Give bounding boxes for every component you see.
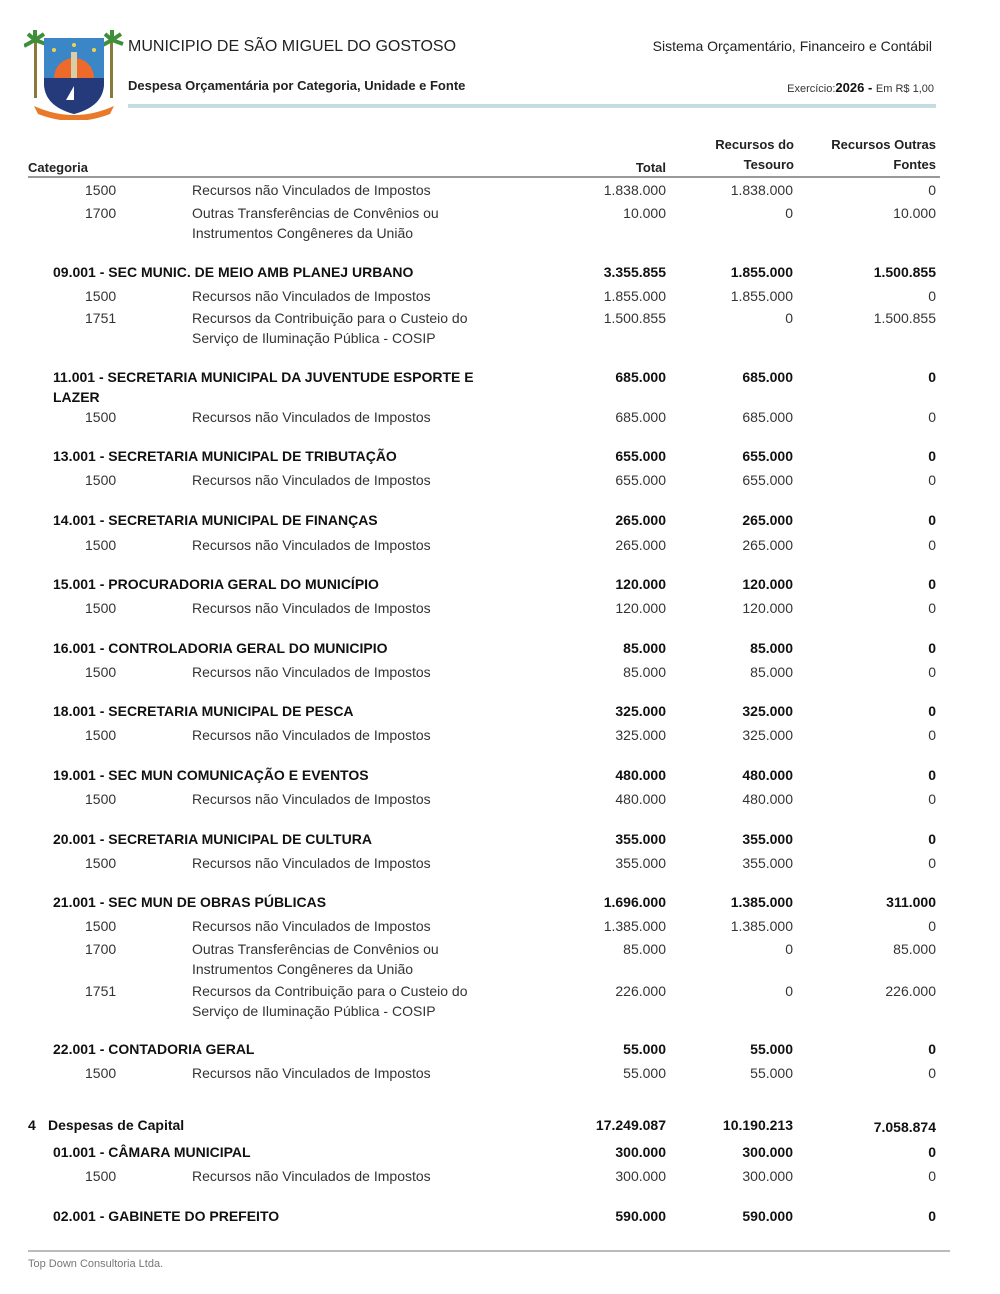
value-total: 120.000 [615, 576, 666, 592]
value-outras: 0 [928, 727, 936, 743]
unit-label: 22.001 - CONTADORIA GERAL [53, 1041, 255, 1057]
value-tesouro: 265.000 [742, 537, 793, 553]
header-line: Recursos do [715, 137, 794, 152]
header-divider [128, 104, 936, 108]
value-tesouro: 120.000 [742, 600, 793, 616]
source-code: 1500 [85, 409, 117, 425]
source-description: Recursos não Vinculados de Impostos [192, 1065, 431, 1081]
source-description: Outras Transferências de Convênios ou Instrumentos Congêneres da União [192, 941, 439, 977]
value-outras: 0 [928, 409, 936, 425]
value-outras: 226.000 [885, 983, 936, 999]
value-total: 355.000 [615, 855, 666, 871]
value-outras: 0 [928, 918, 936, 934]
source-code: 1751 [85, 983, 117, 999]
value-outras: 0 [928, 831, 936, 847]
source-description: Recursos da Contribuição para o Custeio do Serviço de Iluminação Pública - COSIP [192, 310, 468, 346]
value-tesouro: 85.000 [750, 664, 793, 680]
value-outras: 0 [928, 1208, 936, 1224]
value-total: 55.000 [623, 1041, 666, 1057]
value-outras: 0 [928, 512, 936, 528]
value-total: 120.000 [615, 600, 666, 616]
source-code: 1500 [85, 1168, 117, 1184]
value-total: 1.838.000 [603, 182, 666, 198]
value-total: 1.696.000 [603, 894, 666, 910]
header-line: Tesouro [743, 157, 794, 172]
value-tesouro: 85.000 [750, 640, 793, 656]
currency-unit: Em R$ 1,00 [875, 83, 934, 95]
value-tesouro: 10.190.213 [722, 1117, 793, 1133]
source-code: 1500 [85, 727, 117, 743]
value-outras: 0 [928, 791, 936, 807]
source-description: Recursos não Vinculados de Impostos [192, 182, 431, 198]
value-outras: 0 [928, 537, 936, 553]
value-tesouro: 0 [785, 983, 793, 999]
value-total: 655.000 [615, 472, 666, 488]
value-total: 685.000 [615, 369, 666, 385]
value-outras: 0 [928, 448, 936, 464]
value-outras: 85.000 [893, 941, 936, 957]
unit-label: 21.001 - SEC MUN DE OBRAS PÚBLICAS [53, 894, 327, 910]
unit-label: 14.001 - SECRETARIA MUNICIPAL DE FINANÇAS [53, 512, 378, 528]
column-header-recursos-tesouro [680, 135, 794, 175]
value-tesouro: 685.000 [742, 409, 793, 425]
source-description: Outras Transferências de Convênios ou Instrumentos Congêneres da União [192, 205, 439, 241]
exercise-year: 2026 [835, 80, 865, 95]
value-outras: 7.058.874 [873, 1119, 936, 1135]
exercise-label: Exercício: [787, 83, 836, 95]
table-header-divider [28, 176, 940, 178]
value-tesouro: 1.855.000 [730, 288, 793, 304]
source-code: 1500 [85, 791, 117, 807]
value-tesouro: 325.000 [742, 703, 793, 719]
value-tesouro: 325.000 [742, 727, 793, 743]
value-total: 1.855.000 [603, 288, 666, 304]
municipal-crest-icon [24, 28, 124, 120]
value-tesouro: 1.855.000 [730, 264, 793, 280]
source-description: Recursos não Vinculados de Impostos [192, 537, 431, 553]
value-tesouro: 480.000 [742, 791, 793, 807]
system-name: Sistema Orçamentário, Financeiro e Contábil [652, 38, 932, 54]
value-outras: 0 [928, 1168, 936, 1184]
value-outras: 0 [928, 767, 936, 783]
source-code: 1751 [85, 310, 117, 326]
value-total: 85.000 [623, 640, 666, 656]
footer-divider [28, 1250, 950, 1252]
value-tesouro: 0 [785, 310, 793, 326]
value-tesouro: 355.000 [742, 831, 793, 847]
source-code: 1500 [85, 918, 117, 934]
source-code: 1500 [85, 664, 117, 680]
value-total: 480.000 [615, 767, 666, 783]
unit-label: 02.001 - GABINETE DO PREFEITO [53, 1208, 280, 1224]
value-total: 265.000 [615, 512, 666, 528]
column-header-categoria: Categoria [28, 160, 88, 175]
unit-label: 20.001 - SECRETARIA MUNICIPAL DE CULTURA [53, 831, 372, 847]
value-outras: 0 [928, 576, 936, 592]
source-description: Recursos não Vinculados de Impostos [192, 791, 431, 807]
category-number: 4 [28, 1117, 36, 1133]
source-code: 1500 [85, 472, 117, 488]
value-total: 655.000 [615, 448, 666, 464]
unit-label: 13.001 - SECRETARIA MUNICIPAL DE TRIBUTAÇÃO [53, 448, 397, 464]
value-outras: 0 [928, 1041, 936, 1057]
value-tesouro: 590.000 [742, 1208, 793, 1224]
value-tesouro: 265.000 [742, 512, 793, 528]
value-total: 3.355.855 [603, 264, 666, 280]
value-outras: 0 [928, 472, 936, 488]
value-outras: 10.000 [893, 205, 936, 221]
source-description: Recursos não Vinculados de Impostos [192, 855, 431, 871]
value-tesouro: 300.000 [742, 1144, 793, 1160]
value-tesouro: 1.385.000 [730, 918, 793, 934]
value-total: 355.000 [615, 831, 666, 847]
value-total: 1.500.855 [603, 310, 666, 326]
value-outras: 1.500.855 [873, 264, 936, 280]
value-total: 265.000 [615, 537, 666, 553]
value-tesouro: 655.000 [742, 448, 793, 464]
value-tesouro: 355.000 [742, 855, 793, 871]
source-code: 1500 [85, 1065, 117, 1081]
footer-company: Top Down Consultoria Ltda. [28, 1258, 164, 1270]
source-description: Recursos não Vinculados de Impostos [192, 409, 431, 425]
source-description: Recursos não Vinculados de Impostos [192, 918, 431, 934]
municipality-name: MUNICIPIO DE SÃO MIGUEL DO GOSTOSO [128, 38, 457, 55]
value-outras: 0 [928, 600, 936, 616]
source-code: 1500 [85, 288, 117, 304]
value-outras: 0 [928, 369, 936, 385]
currency-separator: - [864, 80, 876, 95]
source-code: 1700 [85, 205, 117, 221]
value-total: 85.000 [623, 941, 666, 957]
value-tesouro: 55.000 [750, 1065, 793, 1081]
value-total: 480.000 [615, 791, 666, 807]
source-code: 1500 [85, 537, 117, 553]
source-description: Recursos não Vinculados de Impostos [192, 472, 431, 488]
unit-label: 15.001 - PROCURADORIA GERAL DO MUNICÍPIO [53, 576, 379, 592]
value-tesouro: 300.000 [742, 1168, 793, 1184]
value-total: 300.000 [615, 1168, 666, 1184]
value-total: 325.000 [615, 703, 666, 719]
value-total: 17.249.087 [595, 1117, 666, 1133]
value-tesouro: 685.000 [742, 369, 793, 385]
value-outras: 0 [928, 703, 936, 719]
value-tesouro: 480.000 [742, 767, 793, 783]
value-total: 226.000 [615, 983, 666, 999]
value-outras: 0 [928, 1065, 936, 1081]
value-total: 85.000 [623, 664, 666, 680]
value-outras: 0 [928, 664, 936, 680]
report-title: Despesa Orçamentária por Categoria, Unidade e Fonte [128, 78, 466, 93]
exercise-info [787, 80, 934, 95]
column-header-recursos-outras-fontes [806, 135, 936, 175]
unit-label: 11.001 - SECRETARIA MUNICIPAL DA JUVENTUDE ESPORTE E LAZER [53, 369, 474, 405]
value-outras: 0 [928, 640, 936, 656]
value-total: 300.000 [615, 1144, 666, 1160]
value-tesouro: 120.000 [742, 576, 793, 592]
source-description: Recursos da Contribuição para o Custeio do Serviço de Iluminação Pública - COSIP [192, 983, 468, 1019]
value-tesouro: 55.000 [750, 1041, 793, 1057]
header-line: Fontes [893, 157, 936, 172]
value-total: 685.000 [615, 409, 666, 425]
category-label: Despesas de Capital [48, 1117, 185, 1133]
unit-label: 09.001 - SEC MUNIC. DE MEIO AMB PLANEJ URBANO [53, 264, 414, 280]
source-code: 1500 [85, 855, 117, 871]
source-code: 1500 [85, 182, 117, 198]
value-total: 1.385.000 [603, 918, 666, 934]
header-line: Recursos Outras [831, 137, 936, 152]
value-outras: 0 [928, 1144, 936, 1160]
value-total: 590.000 [615, 1208, 666, 1224]
value-tesouro: 1.838.000 [730, 182, 793, 198]
unit-label: 16.001 - CONTROLADORIA GERAL DO MUNICIPIO [53, 640, 388, 656]
value-tesouro: 655.000 [742, 472, 793, 488]
value-outras: 311.000 [886, 894, 936, 910]
value-outras: 0 [928, 182, 936, 198]
source-description: Recursos não Vinculados de Impostos [192, 288, 431, 304]
column-header-total: Total [635, 160, 666, 175]
value-total: 55.000 [623, 1065, 666, 1081]
source-description: Recursos não Vinculados de Impostos [192, 1168, 431, 1184]
value-outras: 0 [928, 855, 936, 871]
unit-label: 19.001 - SEC MUN COMUNICAÇÃO E EVENTOS [53, 767, 369, 783]
source-description: Recursos não Vinculados de Impostos [192, 664, 431, 680]
value-outras: 1.500.855 [873, 310, 936, 326]
unit-label: 18.001 - SECRETARIA MUNICIPAL DE PESCA [53, 703, 354, 719]
source-code: 1700 [85, 941, 117, 957]
source-code: 1500 [85, 600, 117, 616]
source-description: Recursos não Vinculados de Impostos [192, 727, 431, 743]
value-outras: 0 [928, 288, 936, 304]
value-tesouro: 1.385.000 [730, 894, 793, 910]
value-tesouro: 0 [785, 205, 793, 221]
value-total: 10.000 [623, 205, 666, 221]
value-total: 325.000 [615, 727, 666, 743]
source-description: Recursos não Vinculados de Impostos [192, 600, 431, 616]
unit-label: 01.001 - CÂMARA MUNICIPAL [53, 1144, 251, 1160]
value-tesouro: 0 [785, 941, 793, 957]
